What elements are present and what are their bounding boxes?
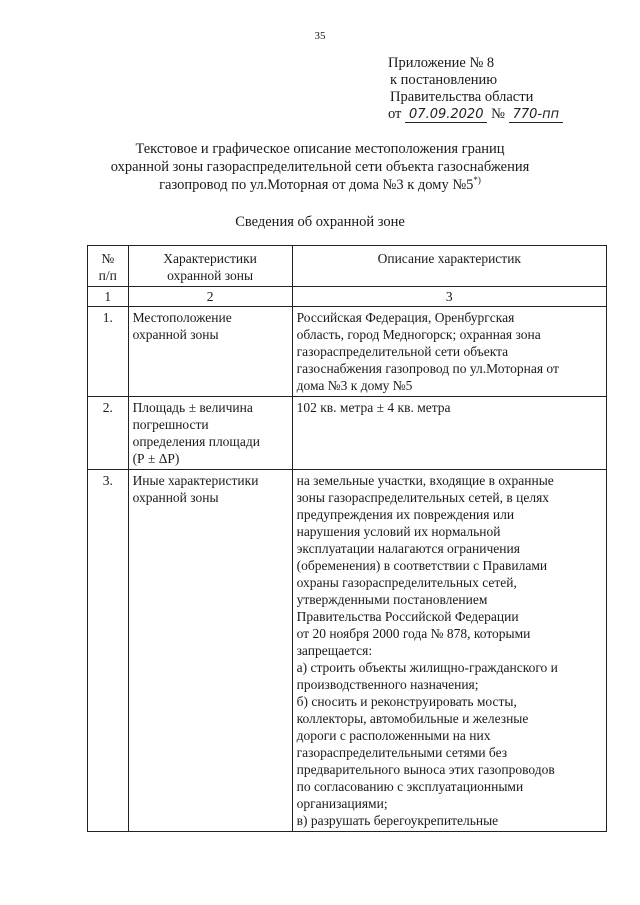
row-characteristic: [128, 397, 292, 470]
appendix-government: Правительства области: [390, 89, 534, 105]
characteristic-line: охранной зоны: [132, 490, 219, 505]
zone-info-table: [87, 245, 607, 832]
characteristic-line: погрешности: [132, 417, 209, 432]
title-line-3: [60, 176, 580, 194]
description-line: охраны газораспределительных сетей,: [296, 575, 517, 590]
description-line: газораспределительными сетями без: [296, 745, 508, 760]
description-line: а) строить объекты жилищно-гражданского и: [296, 660, 558, 675]
characteristic-line: (Р ± ΔР): [132, 451, 180, 466]
index-cell: 3: [292, 287, 606, 307]
page-number: 35: [314, 30, 326, 42]
table-row: [88, 397, 607, 470]
row-number: 3.: [88, 470, 129, 832]
header-description: Описание характеристик: [292, 246, 606, 287]
description-line: от 20 ноября 2000 года № 878, которыми: [296, 626, 531, 641]
description-line: газоснабжения газопровод по ул.Моторная от: [296, 361, 559, 376]
handwritten-date: 07.09.2020: [405, 107, 487, 123]
description-line: запрещается:: [296, 643, 373, 658]
row-description: [292, 470, 606, 832]
description-line: (обременения) в соответствии с Правилами: [296, 558, 548, 573]
index-cell: 2: [128, 287, 292, 307]
description-line: по согласованию с эксплуатационными: [296, 779, 524, 794]
appendix-block: [388, 55, 563, 123]
appendix-date-line: [388, 106, 563, 123]
description-line: дома №3 к дому №5: [296, 378, 413, 393]
description-line: в) разрушать берегоукрепительные: [296, 813, 499, 828]
table-index-row: [88, 287, 607, 307]
description-line: утвержденными постановлением: [296, 592, 488, 607]
description-line: б) сносить и реконструировать мосты,: [296, 694, 517, 709]
description-line: дороги с расположенными на них: [296, 728, 491, 743]
characteristic-line: Иные характеристики: [132, 473, 259, 488]
header-number-line-1: №: [101, 251, 115, 266]
row-description: [292, 397, 606, 470]
table-row: [88, 307, 607, 397]
characteristic-line: Местоположение: [132, 310, 232, 325]
section-subtitle: Сведения об охранной зоне: [235, 214, 405, 230]
appendix-title: Приложение № 8: [388, 55, 495, 71]
description-line: коллекторы, автомобильные и железные: [296, 711, 529, 726]
description-line: эксплуатации налагаются ограничения: [296, 541, 520, 556]
row-characteristic: [128, 470, 292, 832]
description-line: на земельные участки, входящие в охранные: [296, 473, 554, 488]
characteristic-line: охранной зоны: [132, 327, 219, 342]
row-number: 1.: [88, 307, 129, 397]
row-description: [292, 307, 606, 397]
row-characteristic: [128, 307, 292, 397]
description-line: Правительства Российской Федерации: [296, 609, 519, 624]
description-line: зоны газораспределительных сетей, в целях: [296, 490, 550, 505]
header-characteristic-line-2: охранной зоны: [167, 268, 254, 283]
title-line-1: Текстовое и графическое описание местоположения границ: [135, 141, 505, 157]
description-line: предупреждения их повреждения или: [296, 507, 515, 522]
description-line: Российская Федерация, Оренбургская: [296, 310, 515, 325]
index-cell: 1: [88, 287, 129, 307]
description-line: организациями;: [296, 796, 388, 811]
table-row: [88, 470, 607, 832]
description-line: предварительного выноса этих газопроводов: [296, 762, 555, 777]
date-prefix: от: [388, 106, 402, 122]
title-line-2: охранной зоны газораспределительной сети объекта газоснабжения: [110, 159, 530, 175]
header-number-line-2: п/п: [98, 268, 117, 283]
description-line: нарушения условий их нормальной: [296, 524, 501, 539]
characteristic-line: Площадь ± величина: [132, 400, 253, 415]
header-characteristic-line-1: Характеристики: [163, 251, 257, 266]
table-header-row: [88, 246, 607, 287]
characteristic-line: определения площади: [132, 434, 260, 449]
title-line-3-text: газопровод по ул.Моторная от дома №3 к дому №5: [159, 177, 474, 193]
appendix-resolution: к постановлению: [390, 72, 498, 88]
document-title: [60, 140, 580, 194]
description-line: область, город Медногорск; охранная зона: [296, 327, 541, 342]
handwritten-number: 770-пп: [509, 107, 564, 123]
number-prefix: №: [491, 106, 505, 122]
description-line: 102 кв. метра ± 4 кв. метра: [296, 400, 451, 415]
header-number: [88, 246, 129, 287]
row-number: 2.: [88, 397, 129, 470]
footnote-mark: *): [473, 175, 481, 186]
description-line: газораспределительной сети объекта: [296, 344, 509, 359]
header-characteristic: [128, 246, 292, 287]
description-line: производственного назначения;: [296, 677, 479, 692]
